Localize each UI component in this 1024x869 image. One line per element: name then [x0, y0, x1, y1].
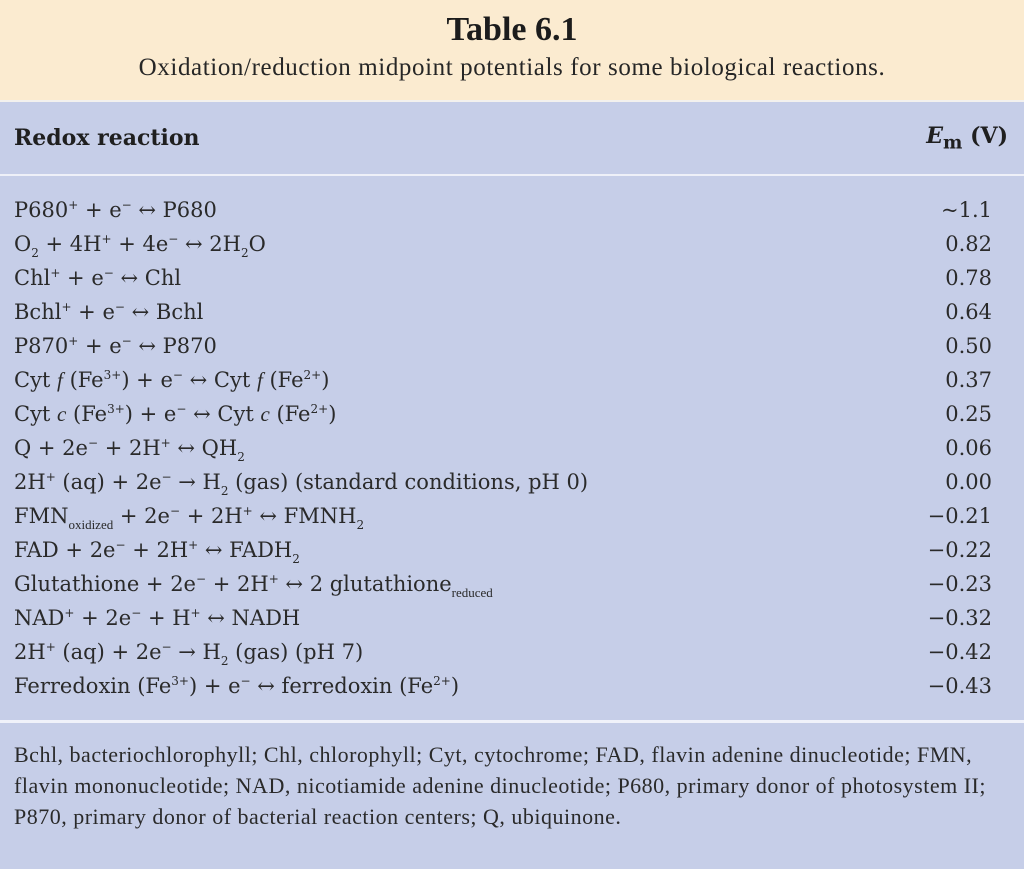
potential-cell: 0.78: [945, 266, 992, 290]
table-row: [0, 465, 1024, 499]
potential-cell: −0.21: [927, 504, 992, 528]
table-row: [0, 567, 1024, 601]
table-row: [0, 397, 1024, 431]
redox-table: [0, 102, 1024, 869]
reaction-cell: NAD+ + 2e− + H+ ↔ NADH: [14, 606, 301, 630]
reaction-cell: 2H+ $(aq) + 2e^- \to H_2$ (gas) (pH 7): [14, 640, 364, 668]
table-row: [0, 635, 1024, 669]
table-caption: [0, 0, 1024, 102]
potential-cell: −0.42: [927, 640, 992, 664]
table-body: [0, 176, 1024, 703]
table-subtitle: Oxidation/reduction midpoint potentials for some biological reactions.: [138, 54, 886, 81]
reaction-cell: P870+ + e− ↔ P870: [14, 334, 217, 358]
table-row: [0, 329, 1024, 363]
reaction-cell: Cyt c $(Fe^{3+}) + e^-$ ↔ Cyt c $(Fe^{2+})$: [14, 402, 337, 426]
table-row: [0, 193, 1024, 227]
potential-cell: −0.23: [927, 572, 992, 596]
reaction-cell: Chl+ + e− ↔ Chl: [14, 266, 182, 290]
reaction-cell: Glutathione + 2e− + 2H+ ↔ 2 glutathione$_{reduced}$: [14, 572, 493, 600]
potential-cell: ~1.1: [941, 198, 992, 222]
table-title: Table 6.1: [446, 11, 578, 48]
potential-cell: 0.64: [945, 300, 992, 324]
reaction-cell: Cyt f $(Fe^{3+}) + e^-$ ↔ Cyt f $(Fe^{2+})$: [14, 368, 330, 392]
table-row: [0, 431, 1024, 465]
reaction-cell: Bchl+ + e− ↔ Bchl: [14, 300, 204, 324]
potential-cell: −0.32: [927, 606, 992, 630]
column-header-potential: $E_m$ (V): [926, 122, 1008, 154]
reaction-cell: $O_2 + 4H^+ + 4e^-$ ↔ $2H_2O$: [14, 232, 266, 260]
reaction-cell: FAD + 2e− + 2H+ ↔ $FADH_2$: [14, 538, 300, 566]
table-row: [0, 227, 1024, 261]
potential-cell: 0.37: [945, 368, 992, 392]
table-header-row: [0, 102, 1024, 176]
table-row: [0, 533, 1024, 567]
potential-cell: −0.43: [927, 674, 992, 698]
table-row: [0, 261, 1024, 295]
column-header-reaction: Redox reaction: [14, 125, 200, 151]
reaction-cell: Ferredoxin $(Fe^{3+}) + e^-$ ↔ ferredoxin $(Fe^{2+})$: [14, 674, 460, 698]
potential-cell: 0.82: [945, 232, 992, 256]
potential-cell: −0.22: [927, 538, 992, 562]
reaction-cell: $FMN_{oxidized} + 2e^- + 2H^+$ ↔ $FMNH_2$: [14, 504, 365, 532]
table-footnote: Bchl, bacteriochlorophyll; Chl, chlorophyll; Cyt, cytochrome; FAD, flavin adenine dinucleotide; FMN, flavin mononucleotide; NAD, nicotiamide adenine dinucleotide; P680, primary donor of photosystem II; P870, primary donor of bacterial reaction centers; Q, ubiquinone.: [14, 742, 986, 829]
potential-cell: 0.25: [945, 402, 992, 426]
reaction-cell: Q + 2e− + 2H+ ↔ $QH_2$: [14, 436, 245, 464]
potential-cell: 0.00: [945, 470, 992, 494]
table-row: [0, 669, 1024, 703]
reaction-cell: 2H+ $(aq) + 2e^- \to H_2$ (gas) (standard conditions, pH 0): [14, 470, 589, 498]
table-row: [0, 499, 1024, 533]
potential-cell: 0.50: [945, 334, 992, 358]
reaction-cell: P680+ + e− ↔ P680: [14, 198, 217, 222]
table-row: [0, 601, 1024, 635]
potential-cell: 0.06: [945, 436, 992, 460]
table-row: [0, 363, 1024, 397]
table-row: [0, 295, 1024, 329]
footnote-divider: [0, 720, 1024, 723]
